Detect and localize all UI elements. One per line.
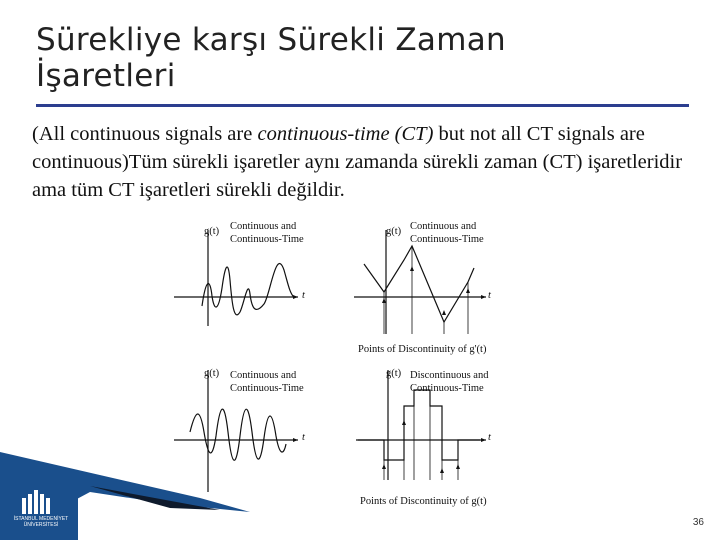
label2-tr: Continuous-Time [410,234,484,245]
marker-tr-2 [410,266,414,271]
label2-tl: Continuous-Time [230,234,304,245]
xlabel-tr: t [488,290,491,301]
logo-base [0,480,78,540]
marker-br-3 [440,468,444,473]
label1-bl: Continuous and [230,370,297,381]
label2-bl: Continuous-Time [230,383,304,394]
xlabel-bl: t [302,432,305,443]
ylabel-tl: g(t) [204,226,220,237]
body-english-start: (All continuous signals are [32,123,258,145]
ylabel-br: g(t) [386,368,402,379]
t-arrow-tr [481,295,486,299]
discontinuity-lines-tr [384,246,468,334]
t-arrow-bl [293,438,298,442]
marker-br-4 [456,464,460,469]
title-underline [36,104,689,107]
page-number: 36 [692,517,704,528]
marker-tr-4 [466,288,470,293]
title-line-1: Sürekliye karşı Sürekli Zaman [36,22,506,58]
marker-br-2 [402,420,406,425]
marker-tr-3 [442,310,446,315]
label1-tl: Continuous and [230,221,297,232]
logo-line-2: ÜNİVERSİTESİ [23,522,59,528]
curve-tl [202,264,294,315]
xlabel-br: t [488,432,491,443]
label2-br: Continuous-Time [410,383,484,394]
curve-br [358,390,480,460]
xlabel-tl: t [302,290,305,301]
body-turkish: Tüm sürekli işaretler aynı zamanda sürekli zaman (CT) işaretleridir ama tüm CT işaretleri sürekli değildir. [32,151,683,201]
slide-title [36,22,676,94]
slide-body-text [32,120,692,204]
body-english-rest: but not all CT signals are continuous) [32,123,645,173]
curve-tr [364,246,474,322]
body-english-italic: continuous-time (CT) [257,123,434,145]
caption-tr: Points of Discontinuity of g'(t) [358,344,487,355]
ylabel-bl: g(t) [204,368,220,379]
title-line-2: İşaretleri [36,58,176,94]
t-arrow-br [481,438,486,442]
label1-br: Discontinuous and [410,370,489,381]
logo-line-1: İSTANBUL MEDENİYET [13,516,69,522]
marker-br-1 [382,464,386,469]
caption-br: Points of Discontinuity of g(t) [360,496,487,507]
t-arrow-tl [293,295,298,299]
discontinuity-lines-br [384,406,458,480]
label1-tr: Continuous and [410,221,477,232]
logo-text [6,516,76,528]
ylabel-tr: g(t) [386,226,402,237]
